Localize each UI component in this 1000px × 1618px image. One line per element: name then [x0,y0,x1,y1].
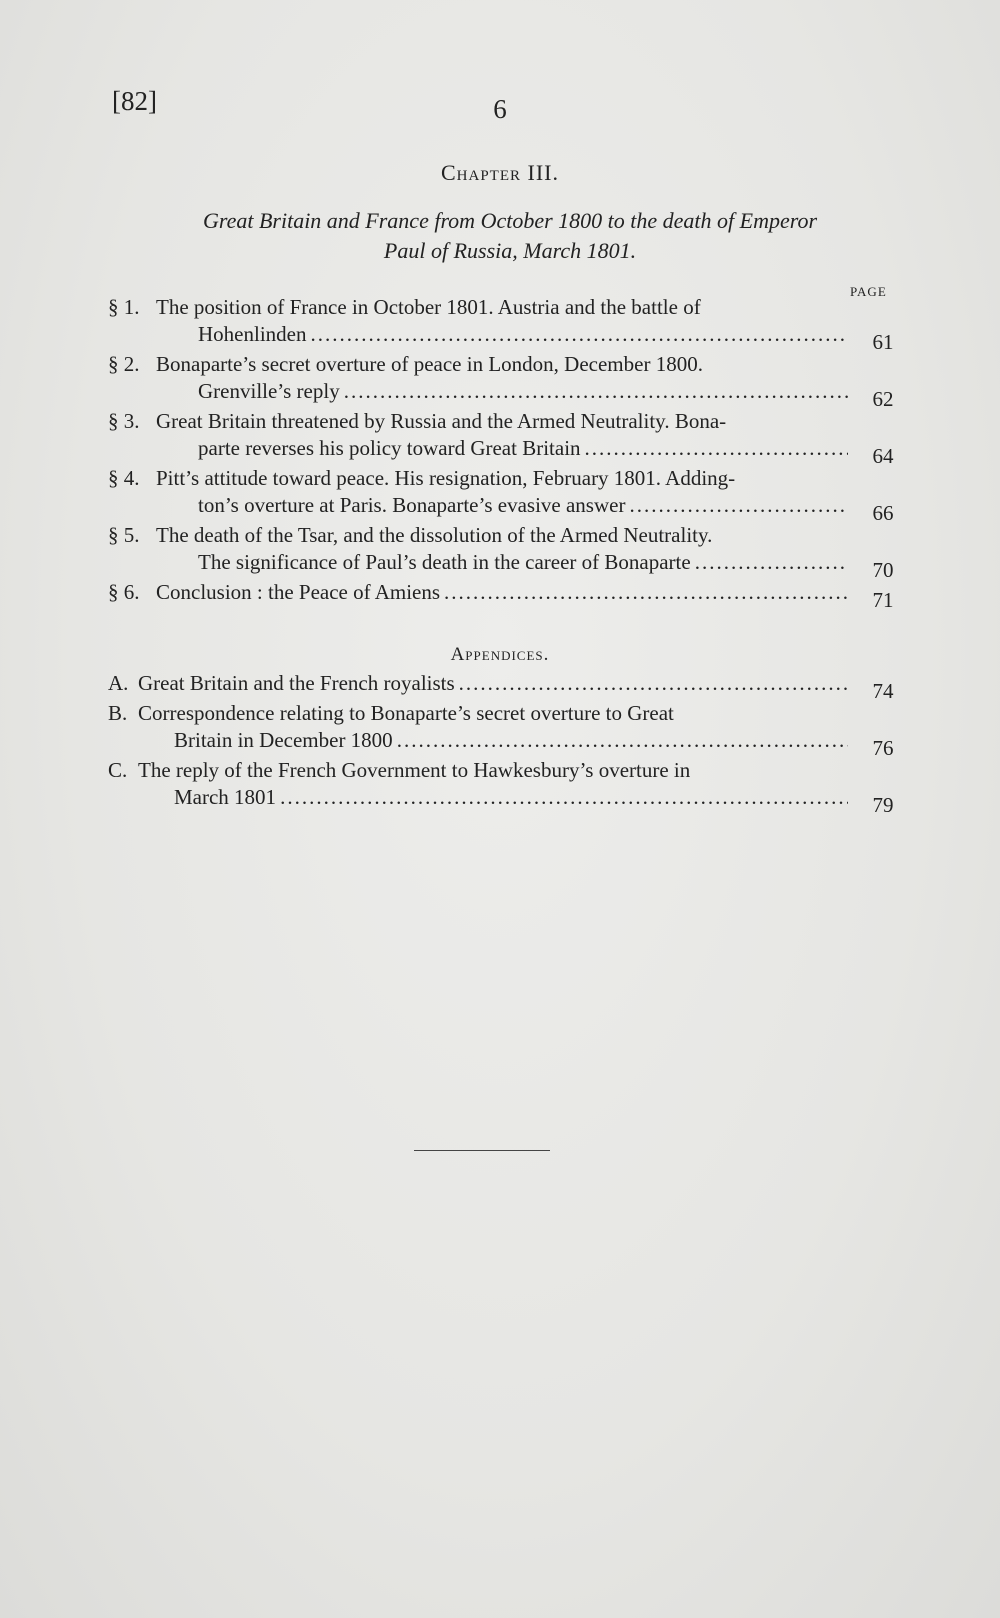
toc-entry-text: Pitt’s attitude toward peace. His resignation, February 1801. Adding- [156,466,736,490]
chapter-title: Chapter III. [441,160,559,185]
toc-entry-text: The death of the Tsar, and the dissolution of the Armed Neutrality. [156,523,713,547]
leader-dots [695,549,848,576]
toc-entry-text: Great Britain threatened by Russia and the Armed Neutrality. Bona- [156,409,727,433]
chapter-subtitle-line2: Paul of Russia, March 1801. [383,238,637,263]
toc-entry-marker: § 4. [108,466,140,490]
toc-entry-page: 71 [872,588,894,612]
bracket-page-number: [82] [112,86,157,116]
toc-entry-marker: § 3. [108,409,140,433]
leader-dots [344,378,848,405]
leader-dots [444,579,848,606]
leader-dots [585,435,848,462]
appendix-entry-c [108,757,908,817]
appendix-marker: C. [108,758,128,782]
toc-entry-text-cont: ton’s overture at Paris. Bonaparte’s evasive answer [198,493,626,517]
appendix-text: Correspondence relating to Bonaparte’s secret overture to Great [138,701,674,725]
chapter-subtitle-line1: Great Britain and France from October 1800 to the death of Emperor [202,208,818,233]
page-number: 6 [493,94,507,124]
toc-entry-2 [108,351,908,411]
appendix-page: 79 [872,793,894,817]
toc-entry-page: 61 [872,330,894,354]
appendix-entry-b [108,700,908,760]
toc-entry-page: 70 [872,558,894,582]
toc-entry-marker: § 1. [108,295,140,319]
leader-dots [280,784,848,811]
toc-entry-text: The position of France in October 1801. Austria and the battle of [156,295,701,319]
toc-entry-text: Bonaparte’s secret overture of peace in London, December 1800. [156,352,703,376]
toc-section-list [108,294,908,612]
leader-dots [310,321,848,348]
toc-entry-6 [108,579,908,612]
toc-entry-text: Conclusion : the Peace of Amiens [156,580,441,604]
toc-entry-text-cont: The significance of Paul’s death in the career of Bonaparte [198,550,691,574]
toc-entry-marker: § 5. [108,523,140,547]
appendix-page: 76 [872,736,894,760]
appendix-entry-a [108,670,908,703]
appendix-marker: B. [108,701,128,725]
end-rule-divider [414,1150,550,1151]
toc-entry-3 [108,408,908,468]
toc-entry-1 [108,294,908,354]
toc-entry-text-cont: Grenville’s reply [198,379,340,403]
appendix-text: Great Britain and the French royalists [138,671,455,695]
toc-entry-page: 64 [872,444,894,468]
toc-entry-text-cont: Hohenlinden [198,322,307,346]
toc-entry-page: 66 [872,501,894,525]
page-column-label: PAGE [850,284,887,299]
appendix-text-cont: Britain in December 1800 [174,728,393,752]
appendix-text: The reply of the French Government to Hawkesbury’s overture in [138,758,691,782]
leader-dots [397,727,848,754]
toc-entry-marker: § 2. [108,352,140,376]
appendix-marker: A. [108,671,129,695]
chapter-subtitle [150,206,870,266]
appendix-text-cont: March 1801 [174,785,277,809]
appendix-list [108,670,908,817]
toc-entry-5 [108,522,908,582]
toc-entry-4 [108,465,908,525]
toc-entry-text-cont: parte reverses his policy toward Great Britain [198,436,581,460]
appendix-page: 74 [872,679,894,703]
toc-entry-marker: § 6. [108,580,140,604]
appendices-title: Appendices. [450,644,550,665]
leader-dots [459,670,848,697]
leader-dots [629,492,848,519]
toc-entry-page: 62 [872,387,894,411]
